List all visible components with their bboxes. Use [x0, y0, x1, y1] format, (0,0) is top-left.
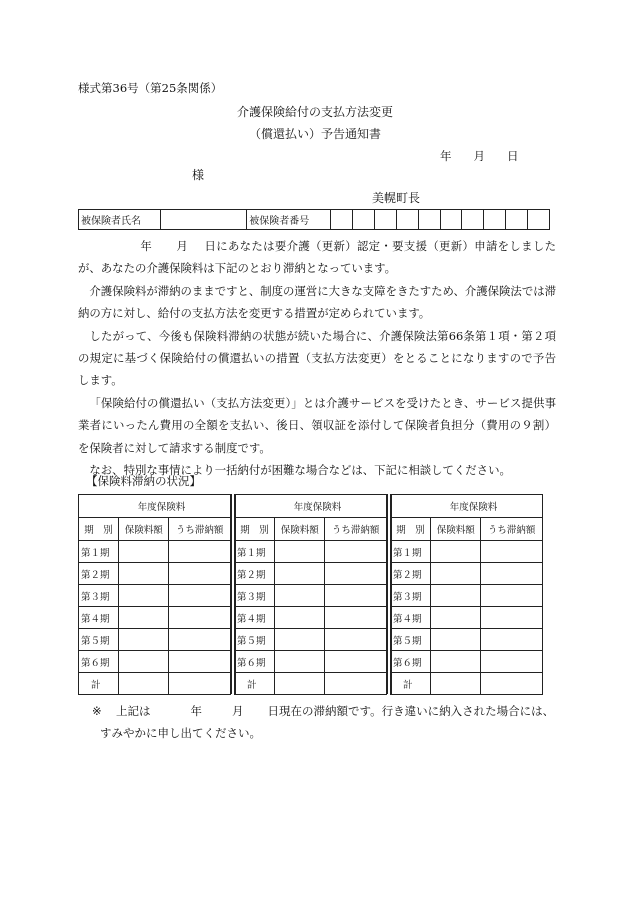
insurance-amount-cell[interactable]: [119, 629, 169, 651]
table-row: [391, 629, 543, 651]
issue-date: [440, 148, 519, 164]
insurance-total-cell[interactable]: [275, 673, 325, 695]
insurance-amount-header: 保険料額: [119, 518, 169, 541]
insured-number-digit[interactable]: [528, 210, 550, 230]
period-label: 第５期: [391, 629, 431, 651]
table-row: [79, 651, 231, 673]
arrears-amount-header: うち滞納額: [169, 518, 231, 541]
period-label: 第３期: [391, 585, 431, 607]
arrears-amount-cell[interactable]: [169, 651, 231, 673]
recipient-suffix: 様: [192, 168, 205, 182]
total-label: 計: [391, 673, 431, 695]
insurance-amount-header: 保険料額: [431, 518, 481, 541]
total-row: [79, 673, 231, 695]
total-row: [391, 673, 543, 695]
arrears-amount-cell[interactable]: [169, 541, 231, 563]
insurance-amount-cell[interactable]: [431, 607, 481, 629]
table-row: [79, 585, 231, 607]
insured-number-digit[interactable]: [484, 210, 506, 230]
fiscal-year-header: 年度保険料: [235, 495, 387, 518]
insured-number-digit[interactable]: [396, 210, 418, 230]
insurance-total-cell[interactable]: [119, 673, 169, 695]
insured-name-label: 被保険者氏名: [79, 210, 161, 230]
period-label: 第２期: [79, 563, 119, 585]
table-row: [235, 607, 387, 629]
table-row: [391, 541, 543, 563]
insurance-amount-cell[interactable]: [275, 541, 325, 563]
insurance-amount-header: 保険料額: [275, 518, 325, 541]
arrears-amount-cell[interactable]: [325, 585, 387, 607]
application-month-label: 月: [176, 239, 189, 253]
arrears-amount-cell[interactable]: [325, 651, 387, 673]
total-label: 計: [235, 673, 275, 695]
date-month-label: 月: [473, 149, 485, 163]
arrears-amount-header: うち滞納額: [481, 518, 543, 541]
footnote-line-1: [92, 700, 562, 722]
insurance-amount-cell[interactable]: [431, 651, 481, 673]
table-row: [235, 629, 387, 651]
arrears-table-3: [390, 494, 543, 695]
fiscal-year-header: 年度保険料: [79, 495, 231, 518]
footnote: [92, 700, 562, 744]
arrears-total-cell[interactable]: [169, 673, 231, 695]
date-day-label: 日: [507, 149, 519, 163]
footnote-line-2: すみやかに申し出てください。: [100, 726, 261, 740]
arrears-total-cell[interactable]: [325, 673, 387, 695]
arrears-amount-cell[interactable]: [481, 563, 543, 585]
insurance-amount-cell[interactable]: [275, 651, 325, 673]
period-label: 第４期: [235, 607, 275, 629]
period-label: 第１期: [391, 541, 431, 563]
insured-number-digit[interactable]: [418, 210, 440, 230]
insurance-total-cell[interactable]: [431, 673, 481, 695]
arrears-amount-cell[interactable]: [481, 541, 543, 563]
insurance-amount-cell[interactable]: [119, 585, 169, 607]
date-year-label: 年: [440, 149, 452, 163]
period-header: 期 別: [235, 518, 275, 541]
insurance-amount-cell[interactable]: [275, 629, 325, 651]
notice-body: [78, 235, 556, 481]
table-row: [235, 563, 387, 585]
arrears-amount-cell[interactable]: [325, 629, 387, 651]
insured-info-table: [78, 209, 550, 230]
fiscal-year-header: 年度保険料: [391, 495, 543, 518]
table-row: [79, 563, 231, 585]
period-label: 第２期: [235, 563, 275, 585]
period-header: 期 別: [391, 518, 431, 541]
paragraph-application: [78, 235, 556, 280]
insured-name-field[interactable]: [160, 210, 246, 230]
document-subtitle: （償還払い）予告通知書: [248, 127, 381, 141]
arrears-amount-cell[interactable]: [481, 585, 543, 607]
period-label: 第３期: [235, 585, 275, 607]
table-row: [235, 585, 387, 607]
application-year-label: 年: [140, 239, 153, 253]
table-row: [235, 651, 387, 673]
arrears-section-title: 【保険料滞納の状況】: [86, 474, 201, 488]
arrears-total-cell[interactable]: [481, 673, 543, 695]
insurance-amount-cell[interactable]: [119, 651, 169, 673]
arrears-table-2: [234, 494, 387, 695]
insurance-amount-cell[interactable]: [275, 563, 325, 585]
insured-number-digit[interactable]: [331, 210, 353, 230]
arrears-amount-cell[interactable]: [169, 585, 231, 607]
table-row: [391, 607, 543, 629]
table-row: [391, 585, 543, 607]
insurance-amount-cell[interactable]: [431, 585, 481, 607]
footnote-year-label: 年: [190, 704, 202, 718]
insurance-amount-cell[interactable]: [431, 541, 481, 563]
period-label: 第１期: [79, 541, 119, 563]
arrears-amount-cell[interactable]: [169, 629, 231, 651]
insured-number-digit[interactable]: [353, 210, 375, 230]
arrears-amount-cell[interactable]: [325, 563, 387, 585]
period-header: 期 別: [79, 518, 119, 541]
table-row: [79, 607, 231, 629]
table-row: [391, 651, 543, 673]
footnote-month-label: 月: [232, 704, 244, 718]
insurance-amount-cell[interactable]: [275, 585, 325, 607]
paragraph-notice: したがって、今後も保険料滞納の状態が続いた場合に、介護保険法第66条第１項・第２項の規定に基づく保険給付の償還払いの措置（支払方法変更）をとることになりますので予告します。: [78, 328, 556, 388]
period-label: 第５期: [235, 629, 275, 651]
arrears-amount-cell[interactable]: [481, 607, 543, 629]
form-number: 様式第36号（第25条関係）: [78, 81, 223, 95]
paragraph-consult: なお、特別な事情により一括納付が困難な場合などは、下記に相談してください。: [89, 463, 511, 478]
document-title: 介護保険給付の支払方法変更: [236, 105, 393, 119]
period-label: 第６期: [79, 651, 119, 673]
insured-number-label: 被保険者番号: [247, 210, 331, 230]
insurance-amount-cell[interactable]: [119, 541, 169, 563]
period-label: 第６期: [235, 651, 275, 673]
arrears-amount-cell[interactable]: [481, 629, 543, 651]
application-text: 日にあなたは要介護（更新）認定・要支援（更新）申請をしましたが、あなたの介護保険料は下記のとおり滞納となっています。: [78, 239, 556, 276]
table-row: [79, 541, 231, 563]
total-label: 計: [79, 673, 119, 695]
table-row: [391, 563, 543, 585]
reference-mark: ※: [92, 704, 102, 718]
insured-number-digit[interactable]: [506, 210, 528, 230]
insurance-amount-cell[interactable]: [275, 607, 325, 629]
footnote-prefix: 上記は: [116, 704, 151, 718]
insured-number-digit[interactable]: [440, 210, 462, 230]
period-label: 第４期: [391, 607, 431, 629]
sender-name: 美幌町長: [372, 191, 421, 205]
insurance-amount-cell[interactable]: [119, 607, 169, 629]
arrears-amount-cell[interactable]: [481, 651, 543, 673]
arrears-amount-cell[interactable]: [325, 607, 387, 629]
insurance-amount-cell[interactable]: [431, 629, 481, 651]
paragraph-definition: 「保険給付の償還払い（支払方法変更）」とは介護サービスを受けたとき、サービス提供事業者にいったん費用の全額を支払い、後日、領収証を添付して保険者負担分（費用の９割）を保険者に対して請求する制度です。: [78, 395, 556, 455]
paragraph-rules: 介護保険料が滞納のままですと、制度の運営に大きな支障をきたすため、介護保険法では滞納の方に対し、給付の支払方法を変更する措置が定められています。: [78, 283, 556, 321]
arrears-amount-cell[interactable]: [325, 541, 387, 563]
period-label: 第６期: [391, 651, 431, 673]
arrears-table-1: [78, 494, 231, 695]
insurance-amount-cell[interactable]: [431, 563, 481, 585]
period-label: 第４期: [79, 607, 119, 629]
arrears-amount-cell[interactable]: [169, 563, 231, 585]
arrears-amount-cell[interactable]: [169, 607, 231, 629]
insurance-amount-cell[interactable]: [119, 563, 169, 585]
period-label: 第１期: [235, 541, 275, 563]
period-label: 第３期: [79, 585, 119, 607]
table-row: [235, 541, 387, 563]
total-row: [235, 673, 387, 695]
arrears-amount-header: うち滞納額: [325, 518, 387, 541]
period-label: 第２期: [391, 563, 431, 585]
insured-number-digit[interactable]: [462, 210, 484, 230]
footnote-text: 日現在の滞納額です。行き違いに納入された場合には、: [267, 704, 555, 718]
insured-number-digit[interactable]: [375, 210, 397, 230]
period-label: 第５期: [79, 629, 119, 651]
table-row: [79, 629, 231, 651]
